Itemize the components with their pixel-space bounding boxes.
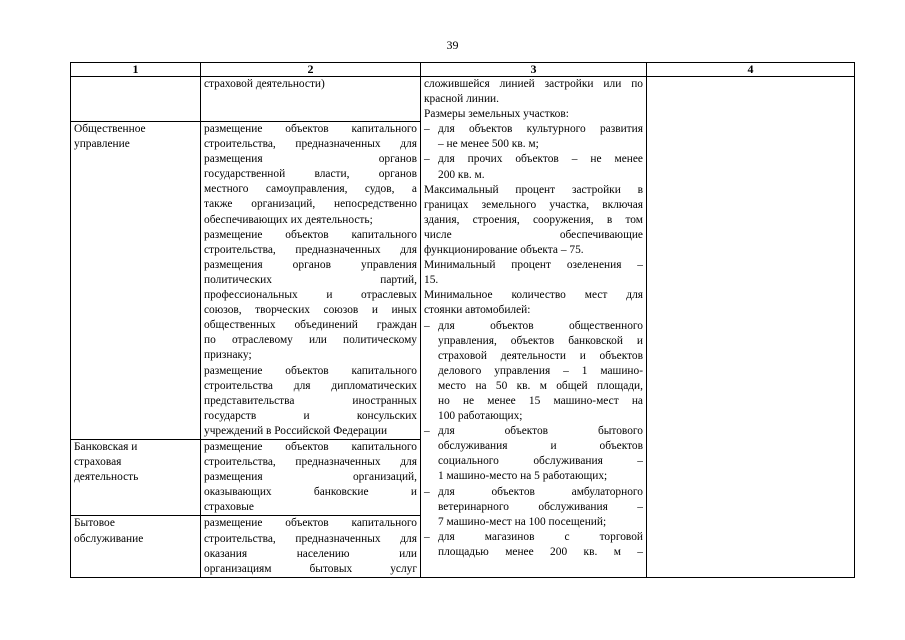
text-line: красной линии. [424, 93, 499, 106]
text-line: размещение объектов капитального [204, 123, 417, 135]
text-line: оказания населению или [204, 547, 417, 560]
text-line: организациям бытовых услуг [204, 562, 417, 575]
text-line: размещения организаций, [204, 471, 417, 484]
text-line: размещение объектов капитального [204, 228, 417, 241]
text-line: государств и консульских [204, 409, 417, 422]
table-row [71, 77, 855, 122]
list-item [424, 530, 643, 560]
text-line: обслуживания и объектов [438, 440, 643, 453]
text-line: представительства иностранных [204, 394, 417, 407]
text-line: политических партий, [204, 273, 417, 286]
text-line: здания, строения, сооружения, в том [424, 213, 643, 226]
text-line: – для прочих объектов – не менее [438, 153, 643, 166]
page-number: 39 [446, 38, 459, 52]
text-line: оказывающих банковские и [204, 486, 417, 499]
cell-use-type [71, 439, 201, 515]
text-line: стоянки автомобилей: [424, 304, 531, 317]
text-line: 100 работающих; [438, 410, 523, 423]
text-line: страховой деятельности и объектов [438, 349, 643, 362]
text-line: границах земельного участка, включая [424, 198, 643, 211]
list-item [424, 485, 643, 530]
text-line: ветеринарного обслуживания – [438, 500, 643, 513]
text-line: но не менее 15 машино-мест на [438, 394, 643, 407]
text-line: Банковская и [74, 440, 138, 453]
text-line: – для объектов общественного [438, 319, 643, 332]
text-line: размещение объектов капитального [204, 517, 417, 530]
text-line: государственной власти, органов [204, 168, 417, 181]
text-line: страховая [74, 456, 122, 469]
text-line: – не менее 500 кв. м; [438, 138, 539, 151]
cell-description [201, 516, 421, 577]
text-line: сложившейся линией застройки или по [424, 78, 643, 90]
text-line: страховые [204, 501, 254, 514]
cell-use-type [71, 77, 201, 122]
header-col-4: 4 [647, 63, 855, 77]
text-line: управления, объектов банковской и [438, 334, 643, 347]
text-line: строительства, предназначенных для [204, 532, 417, 545]
cell-description [201, 439, 421, 515]
text-line: – для объектов бытового [438, 425, 643, 438]
cell-use-type [71, 516, 201, 577]
list-item [424, 319, 643, 425]
text-line: профессиональных и отраслевых [204, 289, 417, 302]
text-line: 15. [424, 274, 439, 287]
text-line: страховой деятельности) [204, 78, 325, 90]
text-line: Бытовое [74, 517, 115, 530]
table-header-row [71, 63, 855, 77]
text-line: общественных объединений граждан [204, 319, 417, 332]
text-line: – для объектов культурного развития [438, 123, 643, 136]
cell-use-type [71, 122, 201, 440]
text-line: деятельность [74, 471, 139, 484]
text-line: строительства, предназначенных для [204, 243, 417, 256]
header-col-3: 3 [421, 63, 647, 77]
text-line: размещение объектов капитального [204, 364, 417, 377]
text-line: – для объектов амбулаторного [438, 485, 643, 498]
text-line: размещения органов управления [204, 258, 417, 271]
text-line: управление [74, 138, 130, 151]
text-line: размещение объектов капитального [204, 440, 417, 453]
text-line: Общественное [74, 123, 146, 135]
text-line: функционирование объекта – 75. [424, 244, 584, 257]
text-line: социального обслуживания – [438, 455, 643, 468]
text-line: Максимальный процент застройки в [424, 183, 643, 196]
text-line: строительства для дипломатических [204, 379, 417, 392]
text-line: место на 50 кв. м общей площади, [438, 379, 643, 392]
text-line: строительства, предназначенных для [204, 456, 417, 469]
text-line: 1 машино-место на 5 работающих; [438, 470, 608, 483]
list-item [424, 152, 643, 182]
cell-description [201, 77, 421, 122]
cell-parameters [421, 77, 647, 578]
text-line: обслуживание [74, 532, 144, 545]
zoning-table [70, 62, 855, 578]
list-item [424, 122, 643, 152]
text-line: Минимальное количество мест для [424, 289, 643, 302]
text-line: учреждений в Российской Федерации [204, 424, 388, 437]
text-line: строительства, предназначенных для [204, 138, 417, 151]
text-line: признаку; [204, 349, 252, 362]
text-line: 7 машино-мест на 100 посещений; [438, 515, 607, 528]
text-line: делового управления – 1 машино- [438, 364, 643, 377]
text-line: обеспечивающих их деятельность; [204, 213, 373, 226]
text-line: также организаций, непосредственно [204, 198, 417, 211]
cell-description [201, 122, 421, 440]
text-line: местного самоуправления, судов, а [204, 183, 417, 196]
text-line: числе обеспечивающие [424, 228, 643, 241]
text-line: по отраслевому или политическому [204, 334, 417, 347]
text-line: Минимальный процент озеленения – [424, 259, 643, 272]
text-line: – для магазинов с торговой [438, 530, 643, 543]
text-line: площадью менее 200 кв. м – [438, 545, 643, 558]
text-line: союзов, творческих союзов и иных [204, 304, 417, 317]
header-col-2: 2 [201, 63, 421, 77]
cell-column-4 [647, 77, 855, 578]
text-line: размещения органов [204, 153, 417, 166]
list-item [424, 424, 643, 484]
plot-sizes-title: Размеры земельных участков: [424, 108, 569, 121]
text-line: 200 кв. м. [438, 168, 485, 181]
header-col-1: 1 [71, 63, 201, 77]
